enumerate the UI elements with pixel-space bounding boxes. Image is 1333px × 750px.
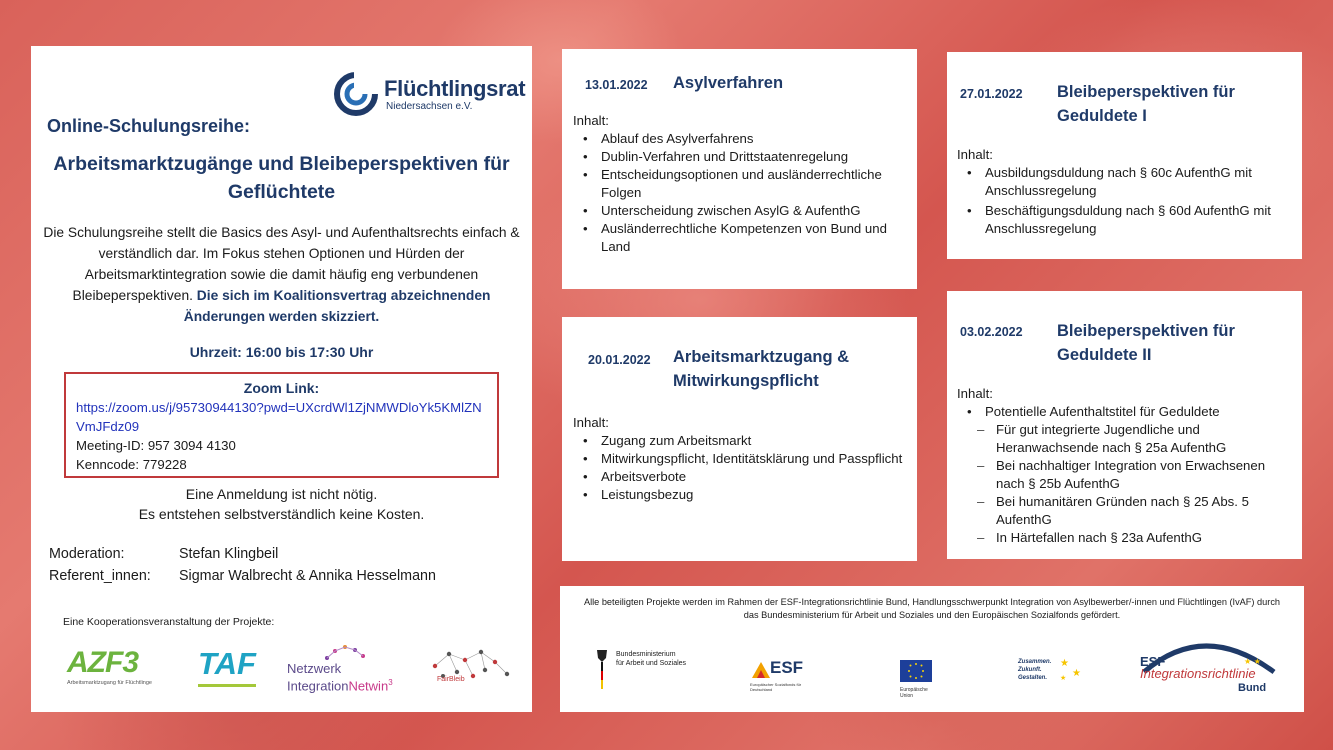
zzg-line-1: Zusammen. — [1018, 659, 1052, 665]
session-card-4 — [947, 291, 1302, 559]
eu-flag-icon — [900, 660, 932, 682]
bmas-line-2: für Arbeit und Soziales — [616, 660, 687, 667]
eu-logo-text — [900, 687, 940, 699]
speakers-row — [49, 565, 436, 587]
sub-list-item: – In Härtefallen nach § 23a AufenthG — [957, 529, 1297, 547]
cooperation-text: Eine Kooperationsveranstaltung der Projekte: — [63, 616, 275, 628]
session-title: Bleibeperspektiven für Geduldete II — [1057, 322, 1235, 364]
azf3-logo-text: AZF3 — [67, 646, 138, 679]
svg-text:★ ★: ★ ★ — [1244, 657, 1261, 666]
topic-list — [957, 164, 1297, 238]
svg-text:★: ★ — [1072, 668, 1081, 679]
esf-logo-sub: Europäischer Sozialfonds für Deutschland — [750, 682, 802, 692]
logo-subtitle: Niedersachsen e.V. — [386, 101, 473, 112]
german-eagle-flag-icon — [594, 648, 610, 690]
session-card-1 — [562, 49, 917, 289]
moderation-label: Moderation: — [49, 546, 125, 562]
netwin-logo-netwin: Netwin — [348, 678, 389, 694]
funding-panel — [560, 586, 1304, 712]
list-item: • Mitwirkungspflicht, Identitätsklärung und Passpflicht — [573, 450, 911, 468]
session-content — [957, 385, 1297, 547]
intro-panel — [31, 46, 532, 712]
netwin-logo-line1: Netzwerk — [287, 661, 342, 676]
moderation-value: Stefan Klingbeil — [179, 546, 279, 562]
bmas-line-1: Bundesministerium — [616, 651, 676, 658]
fairbleib-logo — [429, 646, 513, 694]
fluechtlingsrat-logo — [334, 70, 529, 118]
subtopic-list — [957, 421, 1297, 547]
session-card-2 — [562, 317, 917, 561]
netwin-logo-line2 — [287, 676, 393, 693]
session-date: 20.01.2022 — [588, 353, 651, 367]
ir-logo-text: Integrationsrichtlinie — [1140, 666, 1256, 681]
netwin-logo-integration: Integration — [287, 678, 349, 694]
content-heading: Inhalt: — [573, 415, 609, 430]
session-content — [573, 112, 911, 256]
description — [41, 222, 522, 327]
zoom-box — [64, 372, 499, 478]
list-item: • Ausbildungsduldung nach § 60c AufenthG mit Anschlussregelung — [957, 164, 1297, 200]
bmas-logo — [594, 648, 704, 690]
list-item: • Leistungsbezug — [573, 486, 911, 504]
series-title: Online-Schulungsreihe: — [47, 116, 251, 136]
speakers-value: Sigmar Walbrecht & Annika Hesselmann — [179, 568, 436, 584]
sub-list-item: – Für gut integrierte Jugendliche und Heranwachsende nach § 25a AufenthG — [957, 421, 1297, 457]
speakers-label: Referent_innen: — [49, 568, 151, 584]
session-content — [957, 146, 1297, 238]
zzg-line-3: Gestalten. — [1018, 675, 1048, 681]
list-item: • Dublin-Verfahren und Drittstaatenregelung — [573, 148, 911, 166]
sub-list-item: – Bei nachhaltiger Integration von Erwachsenen nach § 25b AufenthG — [957, 457, 1297, 493]
moderation-row — [49, 543, 436, 565]
sub-list-item: – Bei humanitären Gründen nach § 25 Abs. 5 AufenthG — [957, 493, 1297, 529]
zusammen-logo — [1018, 658, 1098, 692]
zoom-title: Zoom Link: — [243, 380, 320, 396]
fluechtlingsrat-logo-icon — [334, 70, 380, 116]
esf-logo-icon — [750, 660, 772, 680]
passcode: Kenncode: 779228 — [76, 457, 187, 472]
esf-logo-text: ESF — [770, 658, 804, 677]
fairbleib-logo-text: FairBleib — [437, 676, 465, 683]
list-item: • Ausländerrechtliche Kompetenzen von Bund und Land — [573, 220, 911, 256]
time-info: Uhrzeit: 16:00 bis 17:30 Uhr — [189, 344, 374, 360]
content-heading: Inhalt: — [957, 386, 993, 401]
session-title: Asylverfahren — [673, 74, 784, 92]
eu-logo — [900, 660, 940, 700]
list-item: • Ablauf des Asylverfahrens — [573, 130, 911, 148]
integrationsrichtlinie-logo — [1134, 632, 1284, 704]
session-date: 27.01.2022 — [960, 87, 1023, 101]
list-item: • Arbeitsverbote — [573, 468, 911, 486]
list-item: • Zugang zum Arbeitsmarkt — [573, 432, 911, 450]
note-costs: Es entstehen selbstverständlich keine Kosten. — [138, 506, 425, 522]
eu-line-1: Europäische — [900, 687, 928, 693]
registration-note — [41, 484, 522, 524]
esf-logo — [750, 658, 816, 690]
session-card-3 — [947, 52, 1302, 259]
note-registration: Eine Anmeldung ist nicht nötig. — [185, 486, 378, 502]
stars-icon — [1058, 656, 1084, 682]
session-title: Arbeitsmarktzugang & Mitwirkungspflicht — [673, 348, 850, 390]
taf-logo-text: TAF — [198, 646, 256, 681]
funding-text: Alle beteiligten Projekte werden im Rahmen der ESF-Integrationsrichtlinie Bund, Handlungsschwerpunkt Integration von Asylbewerber/-innen und Flüchtlingen (IvAF) durch das Bundesministerium für Arbeit und Soziales und den Europäischen Sozialfonds gefördert. — [583, 597, 1281, 620]
logo-name: Flüchtlingsrat — [384, 76, 526, 101]
taf-logo-line — [198, 684, 256, 687]
taf-logo — [198, 646, 262, 694]
session-date: 03.02.2022 — [960, 325, 1023, 339]
ir-logo-esf: ESF — [1140, 654, 1166, 669]
people-list — [49, 543, 436, 587]
list-item: • Unterscheidung zwischen AsylG & AufenthG — [573, 202, 911, 220]
netwin-logo — [287, 646, 405, 694]
meeting-id: Meeting-ID: 957 3094 4130 — [76, 438, 236, 453]
eu-line-2: Union — [900, 693, 914, 699]
session-date: 13.01.2022 — [585, 78, 648, 92]
page-title: Arbeitsmarktzugänge und Bleibeperspektiven für Geflüchtete — [53, 153, 510, 203]
topic-list — [573, 432, 911, 504]
topic-list — [573, 130, 911, 256]
svg-text:★: ★ — [1060, 674, 1067, 682]
netwin-logo-sup: 3 — [388, 678, 393, 687]
zzg-line-2: Zukunft. — [1018, 667, 1042, 673]
list-item: • Entscheidungsoptionen und ausländerrechtliche Folgen — [573, 166, 911, 202]
svg-text:★: ★ — [1060, 658, 1069, 669]
content-heading: Inhalt: — [957, 147, 993, 162]
list-item: • Potentielle Aufenthaltstitel für Geduldete — [957, 403, 1297, 421]
ir-logo-bund: Bund — [1238, 682, 1267, 694]
azf3-logo — [67, 646, 159, 694]
bmas-logo-text — [616, 650, 686, 668]
azf3-logo-sub: Arbeitsmarktzugang für Flüchtlinge — [67, 680, 152, 686]
list-item: • Beschäftigungsduldung nach § 60d AufenthG mit Anschlussregelung — [957, 202, 1297, 238]
topic-list — [957, 403, 1297, 421]
session-title: Bleibeperspektiven für Geduldete I — [1057, 83, 1235, 125]
description-text: Die Schulungsreihe stellt die Basics des Asyl- und Aufenthaltsrechts einfach & verständlich dar. Im Fokus stehen Optionen und Hürden der Arbeitsmarktintegration sowie die damit häufig eng verbundenen Bleibeperspektiven. — [43, 225, 520, 303]
description-highlight: Die sich im Koalitionsvertrag abzeichnenden Änderungen werden skizziert. — [183, 288, 491, 324]
zoom-link[interactable]: https://zoom.us/j/95730944130?pwd=UXcrdWl1ZjNMWDloYk5KMlZNVmJFdz09 — [76, 400, 482, 434]
session-content — [573, 414, 911, 504]
content-heading: Inhalt: — [573, 113, 609, 128]
